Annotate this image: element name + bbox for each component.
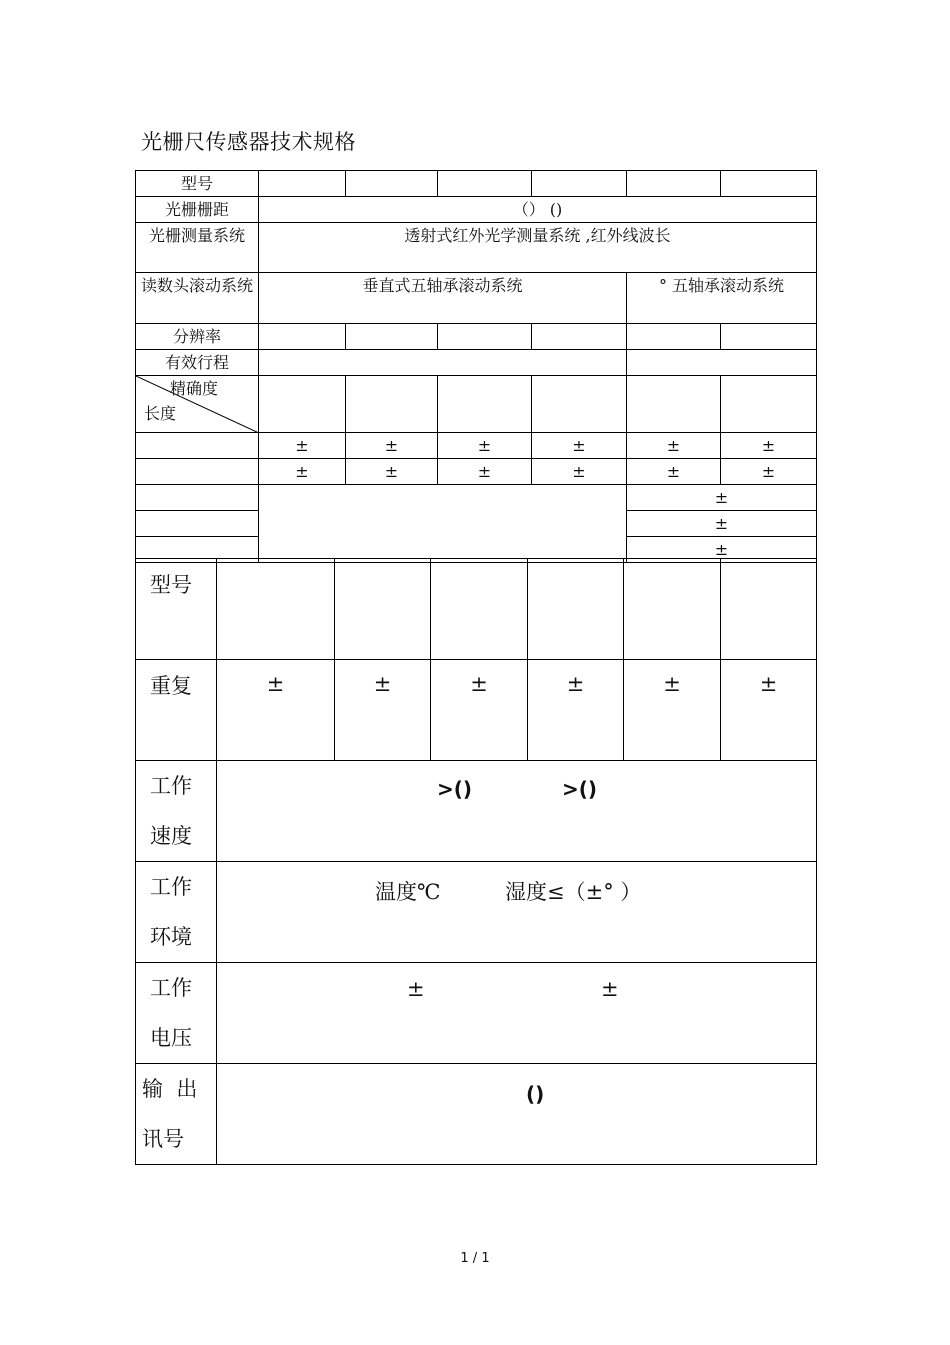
resolution-cell	[346, 324, 438, 350]
work-voltage-label	[136, 963, 217, 1064]
temperature-text: 温度℃	[375, 880, 441, 904]
accuracy-cell	[438, 376, 532, 433]
table-row	[136, 1064, 817, 1165]
pm-cell: ±	[346, 459, 438, 485]
label-line: 工作	[150, 875, 192, 899]
pm-cell: ±	[438, 459, 532, 485]
work-environment-value	[217, 862, 817, 963]
model-cell	[438, 171, 532, 197]
pm-cell: ±	[627, 511, 817, 537]
table-row	[136, 559, 817, 660]
pm-cell: ±	[532, 433, 627, 459]
travel-label: 有效行程	[136, 350, 259, 376]
pm-cell: ±	[438, 433, 532, 459]
table-row	[136, 963, 817, 1064]
measure-system-value: 透射式红外光学测量系统 ,红外线波长	[259, 223, 817, 273]
table-row	[136, 376, 817, 433]
pm-cell: ±	[627, 537, 817, 563]
resolution-cell	[438, 324, 532, 350]
work-voltage-value	[217, 963, 817, 1064]
label-line: 速度	[150, 824, 192, 848]
pm-cell: ±	[532, 459, 627, 485]
model-cell	[532, 171, 627, 197]
pm-cell: ±	[259, 459, 346, 485]
speed-value-a: >()	[437, 777, 473, 801]
table-row	[136, 862, 817, 963]
table-row	[136, 171, 817, 197]
model-cell	[721, 171, 817, 197]
model-cell	[431, 559, 528, 660]
voltage-pm-b: ±	[601, 977, 619, 1001]
label-line: 输 出	[142, 1077, 198, 1101]
repeat-pm-cell: ±	[624, 660, 721, 761]
table-row	[136, 350, 817, 376]
accuracy-cell	[346, 376, 438, 433]
label-line: 工作	[150, 774, 192, 798]
repeat-pm-cell: ±	[217, 660, 335, 761]
travel-cell-left	[259, 350, 627, 376]
model-cell	[335, 559, 431, 660]
humidity-text: 湿度≤（±° ）	[505, 880, 642, 904]
model-label: 型号	[136, 559, 217, 660]
label-line: 工作	[150, 976, 192, 1000]
work-speed-value	[217, 761, 817, 862]
pm-cell: ±	[627, 459, 721, 485]
repeat-pm-cell: ±	[431, 660, 528, 761]
model-cell	[624, 559, 721, 660]
voltage-pm-a: ±	[407, 977, 425, 1001]
accuracy-label: 精确度	[170, 379, 219, 398]
repeat-label: 重复	[136, 660, 217, 761]
resolution-cell	[259, 324, 346, 350]
resolution-cell	[627, 324, 721, 350]
table-row	[136, 761, 817, 862]
work-environment-label	[136, 862, 217, 963]
length-cell	[136, 511, 259, 537]
label-line: 讯号	[142, 1127, 184, 1151]
length-cell	[136, 485, 259, 511]
reading-head-left: 垂直式五轴承滚动系统	[259, 273, 627, 324]
pm-cell: ±	[346, 433, 438, 459]
work-speed-label	[136, 761, 217, 862]
table-row	[136, 223, 817, 273]
table-row	[136, 273, 817, 324]
blank-merged-cell	[259, 485, 627, 563]
length-cell	[136, 459, 259, 485]
accuracy-cell	[627, 376, 721, 433]
travel-cell-right	[627, 350, 817, 376]
pm-cell: ±	[721, 433, 817, 459]
table-row	[136, 459, 817, 485]
accuracy-cell	[721, 376, 817, 433]
pitch-value: （） ()	[259, 197, 817, 223]
length-cell	[136, 433, 259, 459]
model-cell	[528, 559, 624, 660]
output-value: ()	[526, 1082, 545, 1106]
pm-cell: ±	[627, 433, 721, 459]
repeat-pm-cell: ±	[335, 660, 431, 761]
accuracy-length-header	[136, 376, 259, 433]
pm-cell: ±	[721, 459, 817, 485]
repeat-pm-cell: ±	[721, 660, 817, 761]
table-row	[136, 324, 817, 350]
reading-head-label: 读数头滚动系统	[136, 273, 259, 324]
table-row	[136, 197, 817, 223]
measure-system-label: 光栅测量系统	[136, 223, 259, 273]
model-cell	[259, 171, 346, 197]
spec-table-top	[135, 170, 817, 563]
model-cell	[721, 559, 817, 660]
output-signal-label	[136, 1064, 217, 1165]
resolution-label: 分辨率	[136, 324, 259, 350]
pm-cell: ±	[627, 485, 817, 511]
length-label: 长度	[144, 404, 177, 423]
resolution-cell	[532, 324, 627, 350]
spec-table-bottom	[135, 558, 817, 1165]
model-cell	[217, 559, 335, 660]
page-number: 1 / 1	[460, 1251, 490, 1266]
table-row	[136, 660, 817, 761]
model-label: 型号	[136, 171, 259, 197]
label-line: 环境	[150, 925, 192, 949]
model-cell	[627, 171, 721, 197]
reading-head-right: ° 五轴承滚动系统	[627, 273, 817, 324]
model-cell	[346, 171, 438, 197]
label-line: 电压	[150, 1026, 192, 1050]
accuracy-cell	[532, 376, 627, 433]
speed-value-b: >()	[562, 777, 598, 801]
output-signal-value	[217, 1064, 817, 1165]
pm-cell: ±	[259, 433, 346, 459]
resolution-cell	[721, 324, 817, 350]
table-row	[136, 433, 817, 459]
table-row	[136, 485, 817, 511]
pitch-label: 光栅栅距	[136, 197, 259, 223]
repeat-pm-cell: ±	[528, 660, 624, 761]
accuracy-cell	[259, 376, 346, 433]
document-title: 光栅尺传感器技术规格	[141, 130, 356, 154]
